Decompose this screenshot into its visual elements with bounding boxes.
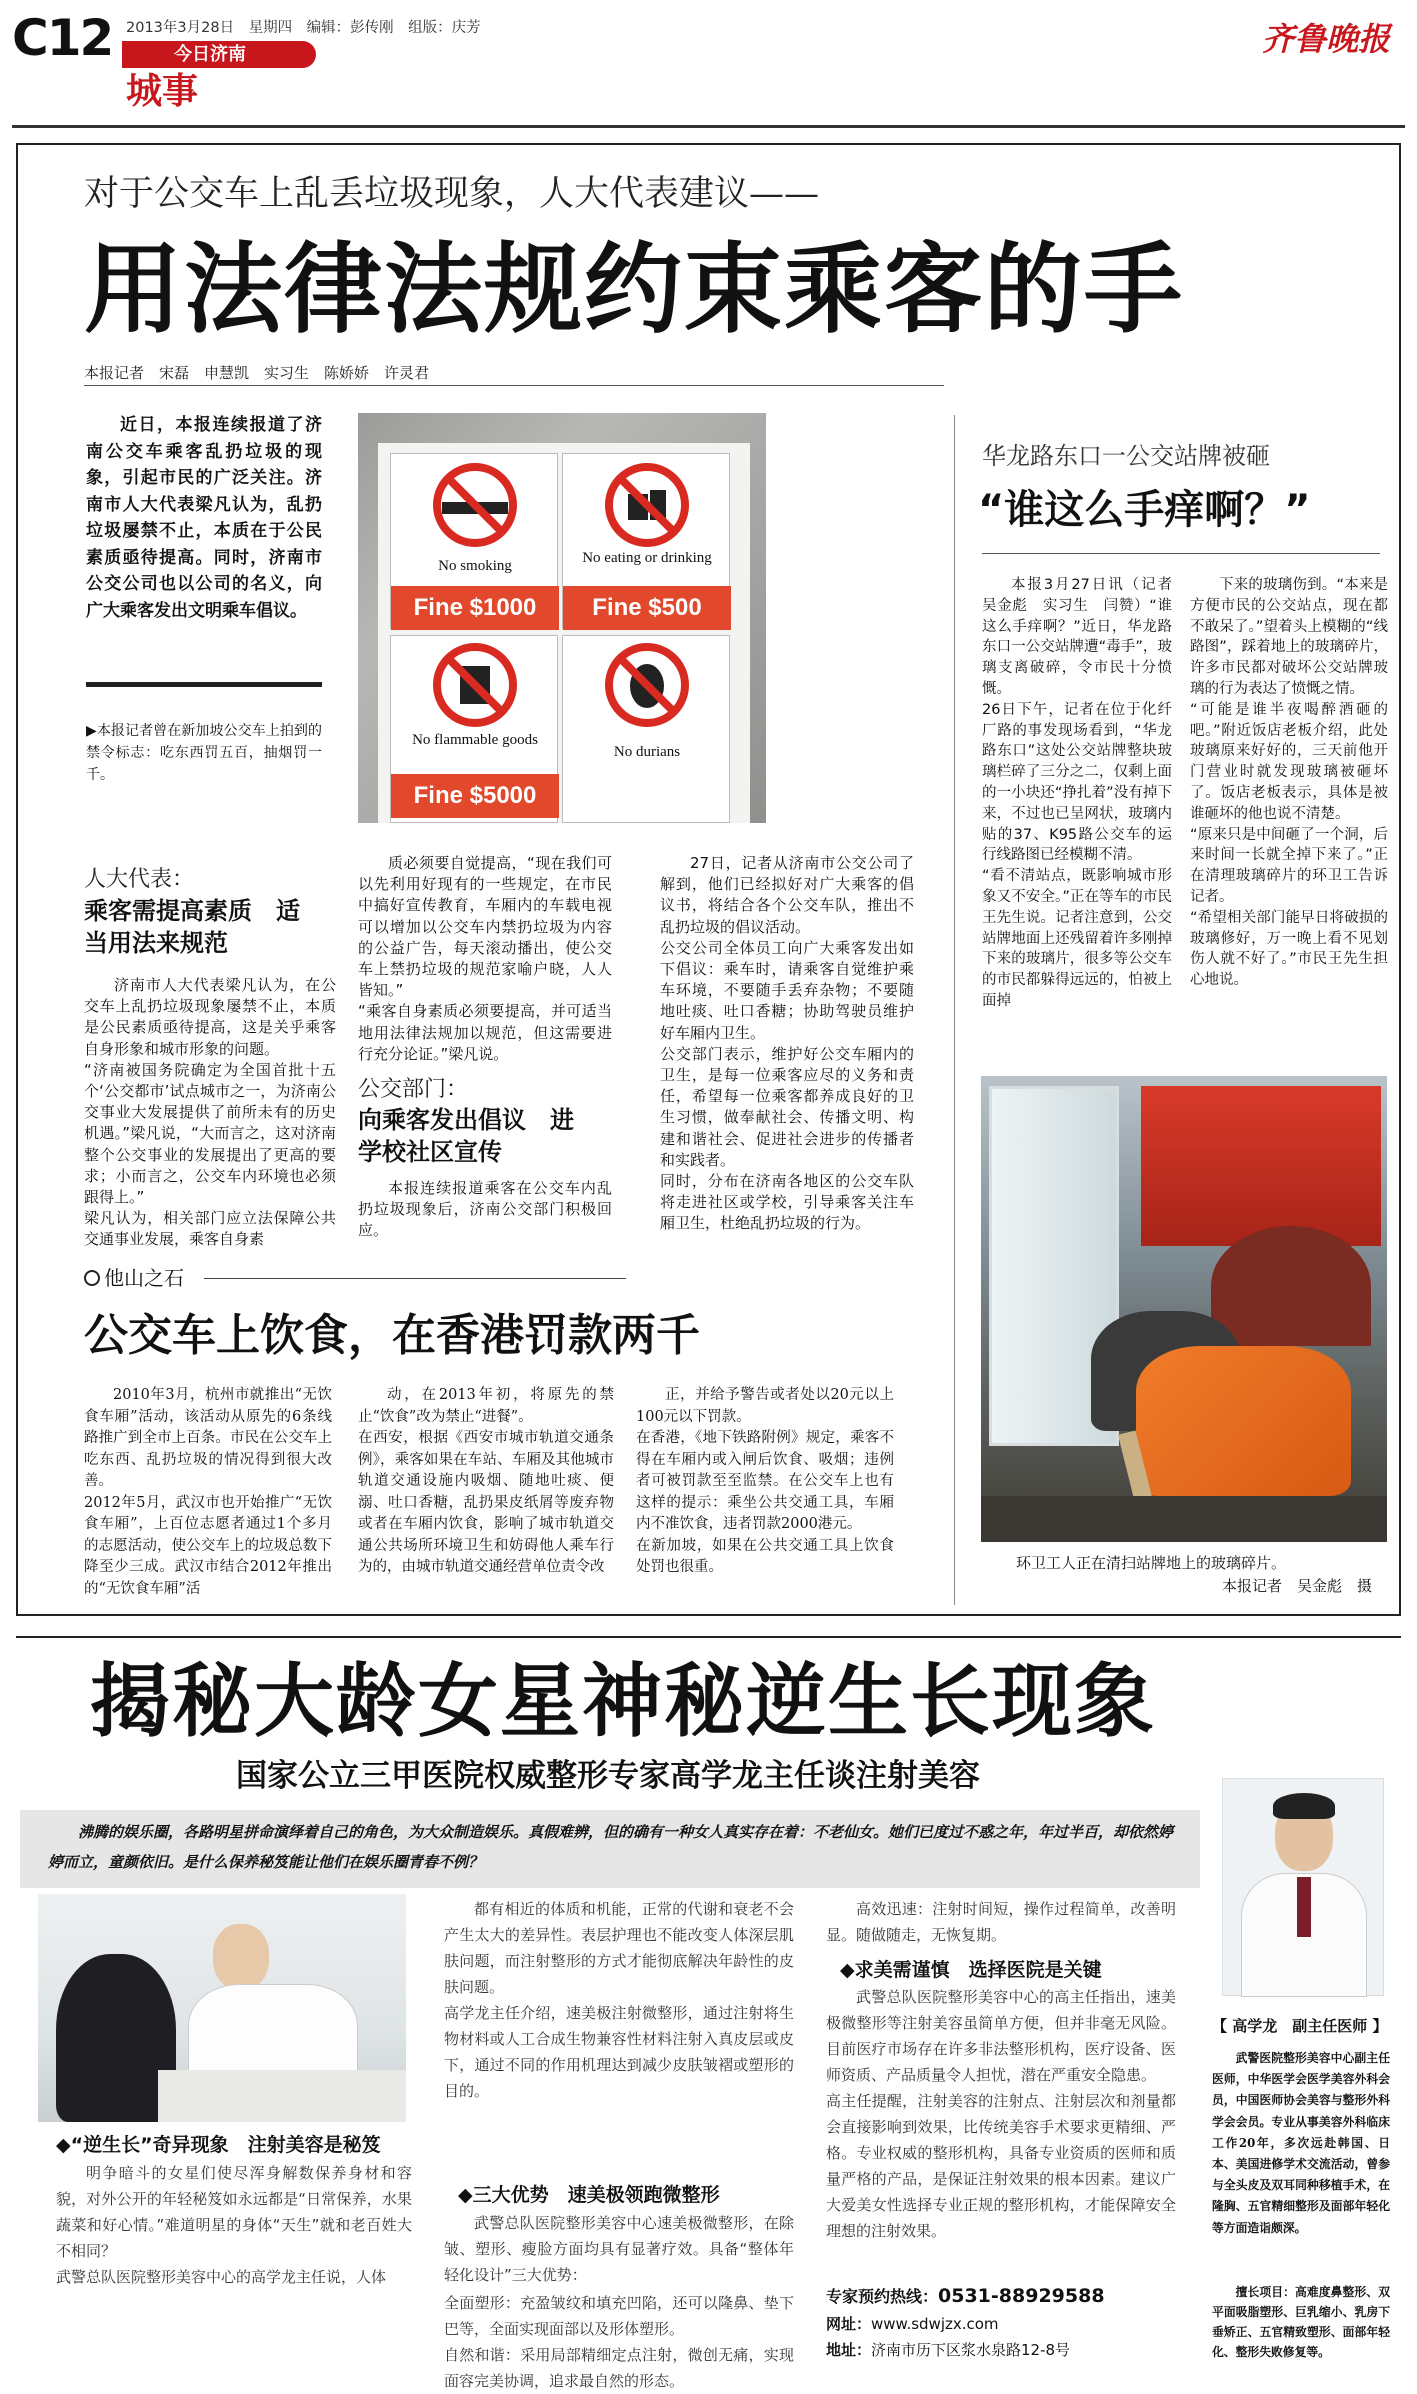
side-kicker: 华龙路东口一公交站牌被砸 — [982, 442, 1270, 470]
sign-no-flammable — [390, 635, 558, 823]
no-durians-icon — [592, 640, 702, 730]
other-label-rule — [204, 1278, 626, 1279]
sign-fine: Fine $500 — [563, 586, 731, 630]
ad-doctor-name: 【 高学龙 副主任医师 】 — [1212, 2017, 1388, 2035]
ad-sec2-title: ◆三大优势 速美极领跑微整形 — [458, 2184, 720, 2206]
other-col2: 动，在2013年初，将原先的禁止“饮食”改为禁止“进餐”。 在西安，根据《西安市城市轨道交通条例》，乘客如果在车站、车厢及其他城市轨道交通设施内吸烟、随地吐痰、便溺、吐口香糖，乱扔果皮纸屑等废弃物或者在车厢内饮食，影响了城市轨道交通公共场所环境卫生和妨碍他人乘车行为的，由城市轨道交通经营单位责令改 — [358, 1387, 614, 1575]
ad-website-label: 网址： — [826, 2315, 872, 2333]
sign-caption: No durians — [613, 744, 681, 760]
main-byline: 本报记者 宋磊 申慧凯 实习生 陈娇娇 许灵君 — [84, 364, 430, 382]
other-label-icon — [84, 1270, 100, 1286]
main-lead: 近日，本报连续报道了济南公交车乘客乱扔垃圾的现象，引起市民的广泛关注。济南市人大代表梁凡认为，乱扔垃圾屡禁不止，本质在于公民素质亟待提高。同时，济南市公交公司也以公司的名义，向广大乘客发出文明乘车倡议。 — [86, 415, 322, 621]
no-smoking-icon — [420, 460, 530, 550]
ad-sec1-text: 明争暗斗的女星们使尽浑身解数保养身材和容貌，对外公开的年轻秘笈如永远都是“日常保养，水果蔬菜和好心情。”难道明星的身体“天生”就和老百姓大不相同？ 武警总队医院整形美容中心的高学龙主任说，人体 — [56, 2164, 412, 2286]
main-headline: 用法律法规约束乘客的手 — [84, 233, 1185, 347]
ad-doctor-portrait — [1222, 1778, 1384, 1996]
ad-adv2: 自然和谐：采用局部精细定点注射，微创无痛，实现面容完美协调，追求最自然的形态。 — [444, 2346, 794, 2390]
main-kicker: 对于公交车上乱丢垃圾现象，人大代表建议—— — [84, 174, 820, 214]
sign-caption: No smoking — [438, 558, 512, 574]
sign-caption: No flammable goods — [412, 732, 538, 748]
main-col2b: 本报连续报道乘客在公交车内乱扔垃圾现象后，济南公交部门积极回应。 — [358, 1179, 612, 1240]
ad-col3-text: 武警总队医院整形美容中心的高主任指出，速美极微整形等注射美容虽简单方便，但并非毫无风险。目前医疗市场存在许多非法整形机构，医疗设备、医师资质、产品质量令人担忧，潜在严重安全隐患。 高主任提醒，注射美容的注射点、注射层次和剂量都会直接影响到效果，比传统美容手术要求更精细、严格。专业权威的整形机构，具备专业资质的医师和质量严格的产品，是保证注射效果的根本因素。建议广大爱美女性选择专业正规的整形机构，才能保障安全理想的注射效果。 — [826, 1988, 1176, 2240]
sub1-label: 人大代表： — [84, 867, 195, 892]
ad-sec2-text: 武警总队医院整形美容中心速美极微整形，在除皱、塑形、瘦脸方面均具有显著疗效。具备“整体年轻化设计”三大优势： — [444, 2214, 794, 2284]
ad-sec1-title: ◆“逆生长”奇异现象 注射美容是秘笈 — [56, 2134, 381, 2156]
no-flammable-icon — [420, 640, 530, 730]
header-rule — [12, 125, 1405, 128]
side-col2: 下来的玻璃伤到。“本来是方便市民的公交站点，现在都不敢呆了。”望着头上模糊的“线路图”，踩着地上的玻璃碎片，许多市民都对破坏公交站牌玻璃的行为表达了愤慨之情。 “可能是谁半夜喝醉酒砸的吧。”附近饭店老板介绍，此处玻璃原来好好的，三天前他开门营业时就发现玻璃被砸坏了。饭店老板表示，具体是被谁砸坏的他也说不清楚。 “原来只是中间砸了一个洞，后来时间一长就全掉下来了。”正在清理玻璃碎片的环卫工告诉记者。 “希望相关部门能早日将破损的玻璃修好，万一晚上看不见划伤人就不好了。”市民王先生担心地说。 — [1190, 577, 1388, 989]
bus-stop-photo — [981, 1076, 1387, 1542]
section-name: 城事 — [126, 71, 199, 112]
ad-hotline — [826, 2284, 1105, 2307]
ad-website-url: www.sdwjzx.com — [871, 2315, 999, 2333]
section-tab-label: 今日济南 — [174, 44, 246, 65]
ad-doctor-bio: 武警医院整形美容中心副主任医师，中华医学会医学美容外科会员，中国医师协会美容与整形外科学会会员。专业从事美容外科临床工作20年，多次远赴韩国、日本、美国进修学术交流活动，曾参与全头皮及双耳同种移植手术，在隆胸、五官精细整形及面部年轻化等方面造诣颇深。 — [1212, 2051, 1390, 2235]
sub1-title: 乘客需提高素质 适当用法来规范 — [84, 897, 300, 957]
bus-stop-photo-caption: 环卫工人正在清扫站牌地上的玻璃碎片。 — [1016, 1554, 1287, 1572]
sign-no-smoking — [390, 453, 558, 629]
ad-hotline-label: 专家预约热线： — [826, 2287, 939, 2306]
ad-subheadline: 国家公立三甲医院权威整形专家高学龙主任谈注射美容 — [236, 1758, 980, 1794]
sub2-label: 公交部门： — [358, 1077, 469, 1102]
ad-address-label: 地址： — [826, 2341, 872, 2359]
page-number: C12 — [12, 9, 113, 67]
sign-caption: No eating or drinking — [582, 550, 712, 566]
header-meta: 2013年3月28日 星期四 编辑：彭传刚 组版：庆芳 — [126, 20, 481, 36]
other-col3: 正，并给予警告或者处以20元以上100元以下罚款。 在香港，《地下铁路附例》规定，乘客不得在车厢内或入闸后饮食、吸烟；违例者可被罚款至至监禁。在公交车上也有这样的提示：乘坐公共交通工具，车厢内不准饮食，违者罚款2000港元。 在新加坡，如果在公共交通工具上饮食处罚也很重。 — [636, 1387, 894, 1575]
side-headline: “谁这么手痒啊？” — [978, 487, 1311, 533]
other-label: 他山之石 — [104, 1266, 184, 1290]
other-col1: 2010年3月，杭州市就推出“无饮食车厢”活动，该活动从原先的6条线路推广到全市上百条。市民在公交车上吃东西、乱扔垃圾的情况得到很大改善。 2012年5月，武汉市也开始推广“无饮食车厢”，上百位志愿者通过1个多月的志愿活动，使公交车上的垃圾总数下降至少三成。武汉市结合2012年推出的“无饮食车厢”活 — [84, 1387, 332, 1597]
sub2-title: 向乘客发出倡议 进学校社区宣传 — [358, 1106, 574, 1166]
sign-no-eating — [562, 453, 730, 629]
ad-adv1: 全面塑形：充盈皱纹和填充凹陷，还可以隆鼻、垫下巴等，全面实现面部以及形体塑形。 — [444, 2294, 794, 2338]
ad-sec3-title: ◆求美需谨慎 选择医院是关键 — [840, 1959, 1102, 1981]
column-separator — [954, 415, 955, 1605]
sign-fine: Fine $5000 — [391, 774, 559, 818]
main-col3: 27日，记者从济南市公交公司了解到，他们已经拟好对广大乘客的倡议书，将结合各个公交车队，推出不乱扔垃圾的倡议活动。 公交公司全体员工向广大乘客发出如下倡议：乘车时，请乘客自觉维护乘车环境，不要随手丢弃杂物；不要随地吐痰、吐口香糖；协助驾驶员维护好车厢内卫生。 公交部门表示，维护好公交车厢内的卫生，是每一位乘客应尽的义务和责任，希望每一位乘客都养成良好的卫生习惯，做奉献社会、传播文明、构建和谐社会、促进社会进步的传播者和实践者。 同时，分布在济南各地区的公交车队将走进社区或学校，引导乘客关注车厢卫生，杜绝乱扔垃圾的行为。 — [660, 854, 914, 1233]
ad-intro: 沸腾的娱乐圈，各路明星拼命演绎着自己的角色，为大众制造娱乐。真假难辨，但的确有一种女人真实存在着：不老仙女。她们已度过不惑之年，年过半百，却依然婷婷而立，童颜依旧。是什么保养秘笈能让他们在娱乐圈青春不例？ — [48, 1823, 1174, 1871]
newspaper-logo: 齐鲁晚报 — [1262, 20, 1391, 58]
side-headline-rule — [982, 553, 1380, 554]
singapore-photo-caption: ▶本报记者曾在新加坡公交车上拍到的禁令标志：吃东西罚五百，抽烟罚一千。 — [86, 723, 322, 783]
bus-stop-photo-credit: 本报记者 吴金彪 摄 — [1222, 1577, 1373, 1595]
other-headline: 公交车上饮食，在香港罚款两千 — [84, 1310, 700, 1361]
ad-col2-text: 都有相近的体质和机能，正常的代谢和衰老不会产生太大的差异性。表层护理也不能改变人体深层肌肤问题，而注射整形的方式才能彻底解决年龄性的皮肤问题。 高学龙主任介绍，速美极注射微整形，通过注射将生物材料或人工合成生物兼容性材料注射入真皮层或皮下，通过不同的作用机理达到减少皮肤皱褶或塑形的目的。 — [444, 1900, 794, 2100]
ad-col3-text-a: 高效迅速：注射时间短，操作过程简单，改善明显。随做随走，无恢复期。 — [826, 1900, 1176, 1944]
ad-address-value: 济南市历下区浆水泉路12-8号 — [871, 2341, 1071, 2359]
ad-headline: 揭秘大龄女星神秘逆生长现象 — [90, 1655, 1156, 1748]
headline-underline — [84, 385, 944, 386]
main-col1: 济南市人大代表梁凡认为，在公交车上乱扔垃圾现象屡禁不止，本质是公民素质亟待提高，这是关乎乘客自身形象和城市形象的问题。 “济南被国务院确定为全国首批十五个‘公交都市’试点城市之一，为济南公交事业大发展提供了前所未有的历史机遇。”梁凡说，“大而言之，这对济南整个公交事业的发展提出了更高的要求；小而言之，公交车内环境也必须跟得上。” 梁凡认为，相关部门应立法保障公共交通事业发展，乘客自身素 — [84, 976, 336, 1249]
singapore-sign-photo — [358, 413, 766, 823]
no-eating-icon — [592, 460, 702, 550]
ad-website — [826, 2313, 999, 2334]
side-col1: 本报3月27日讯（记者 吴金彪 实习生 闫赞）“谁这么手痒啊？”近日，华龙路东口一公交站牌遭“毒手”，玻璃支离破碎，令市民十分愤慨。 26日下午，记者在位于化纤厂路的事发现场看到，“华龙路东口”这处公交站牌整块玻璃栏碎了三分之二，仅剩上面的一小块还“挣扎着”没有掉下来，不过也已呈网状，玻璃内贴的37、K95路公交车的运行线路图已经模糊不清。 “看不清站点，既影响城市形象又不安全。”正在等车的市民王先生说。记者注意到，公交站牌地面上还残留着许多刚掉下来的玻璃片，很多等公交车的市民都躲得远远的，怕被上面掉 — [982, 577, 1172, 1009]
main-col2: 质必须要自觉提高，“现在我们可以先利用好现有的一些规定，在市民中搞好宣传教育，车厢内的车载电视可以增加以公交车内禁扔垃圾为内容的公益广告，每天滚动播出，使公交车上禁扔垃圾的规范家喻户晓，人人皆知。” “乘客自身素质必须要提高，并可适当地用法律法规加以规范，但这需要进行充分论证。”梁凡说。 — [358, 854, 612, 1063]
ad-top-rule — [16, 1636, 1401, 1638]
ad-hotline-number: 0531-88929588 — [938, 2285, 1105, 2307]
lead-rule — [86, 682, 322, 687]
ad-doctor-expertise: 擅长项目：高难度鼻整形、双平面吸脂塑形、巨乳缩小、乳房下垂矫正、五官精致塑形、面部年轻化、整形失败修复等。 — [1212, 2285, 1390, 2359]
ad-address — [826, 2339, 1070, 2360]
ad-consult-photo — [38, 1894, 406, 2122]
sign-no-durians — [562, 635, 730, 823]
sign-fine: Fine $1000 — [391, 586, 559, 630]
